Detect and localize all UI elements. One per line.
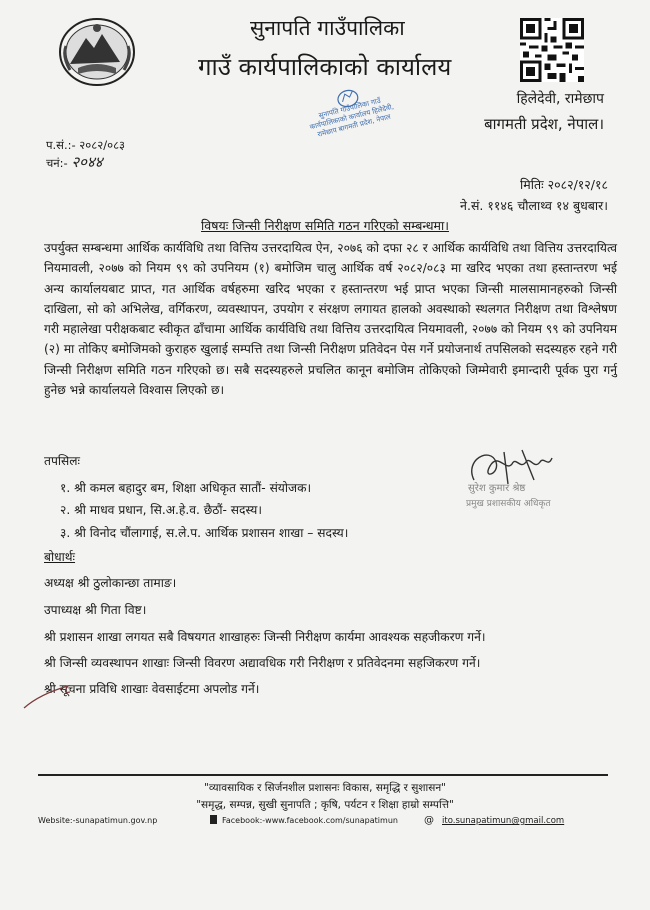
signature-block — [460, 440, 580, 536]
bodhartha-heading: बोधार्थः — [44, 550, 76, 564]
facebook-contact[interactable] — [210, 815, 398, 825]
letter-body: उपर्युक्त सम्बन्धमा आर्थिक कार्यविधि तथा वित्तिय उत्तरदायित्व ऐन, २०७६ को दफा २८ र आर्थिक कार्यविधि तथा वित्तिय उत्तरदायित्व नियमावली, २०७७ को नियम ९९ को उपनियम (१) बमोजिम चालु आर्थिक वर्ष २०८२/०८३ मा खरिद भएका तथा हस्तान्तरण भई अन्य कार्यालयबाट प्राप्त, गत आर्थिक वर्षहरुमा खरिद भएका र हस्तान्तरण भई प्राप्त भएका जिन्सी मालसामानहरुको जिन्सी दाखिला, सो को अभिलेख, वर्गिकरण, व्यवस्थापन, उपयोग र संरक्षण लगायत हालको अवस्थाको स्थलगत निरीक्षण तथा विश्लेषण गरी महालेखा परीक्षकबाट स्वीकृत ढाँचामा आर्थिक कार्यविधि तथा वित्तिय उत्तरदायित्व नियमावली, २०७७ को नियम ९९ को उपनियम (२) मा तोकिए बमोजिमको कुराहरु खुलाई सम्पत्ति तथा जिन्सी निरीक्षण प्रतिवेदन पेस गर्ने प्रयोजनार्थ तपसिलको सदस्यहरु रहने गरी जिन्सी निरीक्षण समिति गठन गरिएको छ। सबै सदस्यहरुले प्रचलित कानून बमोजिम तोकिएको जिम्मेवारी इमान्दारी पूर्वक पुरा गर्नु हुनेछ भन्ने कार्यालयले विश्वास लिएको छ। — [44, 241, 617, 398]
dispatch-number — [46, 152, 103, 172]
pen-mark — [20, 678, 80, 712]
member-item: २. श्री माधव प्रधान, सि.अ.हे.व. छैठौं- सदस्य। — [60, 503, 262, 517]
nepal-emblem-logo — [58, 16, 136, 88]
office-address-location: हिलेदेवी, रामेछाप — [516, 91, 604, 107]
cc-item: श्री सूचना प्रविधि शाखाः वेवसाईटमा अपलोड गर्ने। — [44, 682, 260, 696]
office-stamp — [306, 78, 398, 152]
email-contact[interactable] — [424, 815, 564, 826]
email-link[interactable]: ito.sunapatimun@gmail.com — [442, 816, 565, 826]
facebook-link[interactable]: Facebook:-www.facebook.com/sunapatimun — [222, 816, 398, 825]
signatory-title: प्रमुख प्रशासकीय अधिकृत — [466, 499, 551, 509]
dispatch-label: चनं:- — [46, 156, 68, 170]
office-address-province: बागमती प्रदेश, नेपाल। — [484, 115, 604, 133]
office-name: गाउँ कार्यपालिकाको कार्यालय — [198, 53, 452, 81]
qr-code — [520, 18, 584, 82]
cc-item: श्री जिन्सी व्यवस्थापन शाखाः जिन्सी विवरण अद्यावधिक गरी निरीक्षण र प्रतिवेदनमा सहजिकरण गर्ने। — [44, 656, 481, 670]
letter-subject: विषयः जिन्सी निरीक्षण समिति गठन गरिएको सम्बन्धमा। — [201, 218, 449, 233]
cc-item: श्री प्रशासन शाखा लगयत सबै विषयगत शाखाहरुः जिन्सी निरीक्षण कार्यमा आवश्यक सहजीकरण गर्ने। — [44, 630, 486, 644]
cc-item: अध्यक्ष श्री ठुलोकान्छा तामाङ। — [44, 576, 177, 590]
cc-item: उपाध्यक्ष श्री गिता विष्ट। — [44, 603, 147, 617]
website-link[interactable]: Website:-sunapatimun.gov.np — [38, 816, 158, 825]
municipality-name: सुनापति गाउँपालिका — [250, 16, 405, 40]
footer-divider — [38, 774, 608, 776]
signatory-name: सुरेश कुमार श्रेष्ठ — [468, 483, 526, 494]
letter-number: प.सं.:- २०८२/०८३ — [46, 138, 126, 152]
member-item: ३. श्री विनोद चौंलागाई, स.ले.प. आर्थिक प्रशासन शाखा – सदस्य। — [60, 526, 349, 540]
member-item: १. श्री कमल बहादुर बम, शिक्षा अधिकृत सातौं- संयोजक। — [60, 481, 312, 495]
letter-date: मितिः २०८२/१२/१८ — [520, 177, 608, 192]
stamp-text: सुनापति गाउँपालिका गाउँ कार्यपालिकाको कार्यालय हिलेदेवी, रामेछाप बागमती प्रदेश, नेपाल — [309, 96, 395, 139]
facebook-icon — [210, 815, 217, 824]
footer-slogan: "व्यावसायिक र सिर्जनशील प्रशासनः विकास, समृद्धि र सुशासन" — [204, 782, 446, 794]
dispatch-value: २०४४ — [71, 153, 103, 171]
footer-slogan: "समृद्ध, सम्पन्न, सुखी सुनापति ; कृषि, पर्यटन र शिक्षा हाम्रो सम्पत्ति" — [196, 799, 454, 811]
nepal-sambat-date: ने.सं. ११४६ चौलाथ्व १४ बुधबार। — [460, 198, 608, 213]
tapasil-heading: तपसिलः — [44, 454, 80, 468]
email-icon: @ — [424, 815, 434, 826]
